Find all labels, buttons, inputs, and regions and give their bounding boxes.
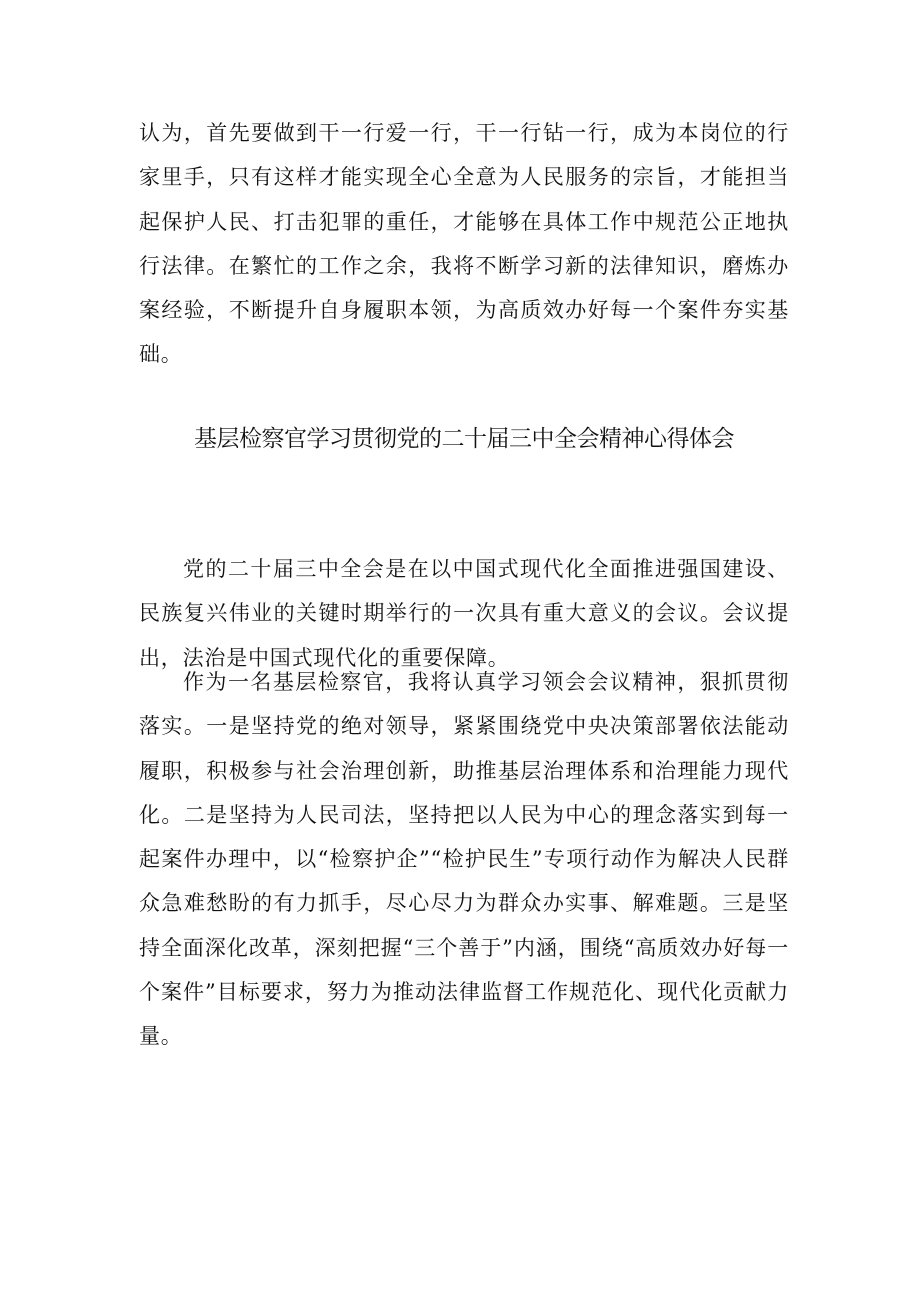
paragraph-1: 党的二十届三中全会是在以中国式现代化全面推进强国建设、民族复兴伟业的关键时期举行的一次具有重大意义的会议。会议提出，法治是中国式现代化的重要保障。 [139, 557, 789, 670]
article-title: 基层检察官学习贯彻党的二十届三中全会精神心得体会 [194, 426, 734, 452]
continued-paragraph: 认为，首先要做到干一行爱一行，干一行钻一行，成为本岗位的行家里手，只有这样才能实现全心全意为人民服务的宗旨，才能担当起保护人民、打击犯罪的重任，才能够在具体工作中规范公正地执行法律。在繁忙的工作之余，我将不断学习新的法律知识，磨炼办案经验，不断提升自身履职本领，为高质效办好每一个案件夯实基础。 [139, 121, 789, 367]
paragraph-2: 作为一名基层检察官，我将认真学习领会会议精神，狠抓贯彻落实。一是坚持党的绝对领导，紧紧围绕党中央决策部署依法能动履职，积极参与社会治理创新，助推基层治理体系和治理能力现代化。二是坚持为人民司法，坚持把以人民为中心的理念落实到每一起案件办理中，以“检察护企”“检护民生”专项行动作为解决人民群众急难愁盼的有力抓手，尽心尽力为群众办实事、解难题。三是坚持全面深化改革，深刻把握“三个善于”内涵，围绕“高质效办好每一个案件”目标要求，努力为推动法律监督工作规范化、现代化贡献力量。 [139, 670, 789, 1049]
